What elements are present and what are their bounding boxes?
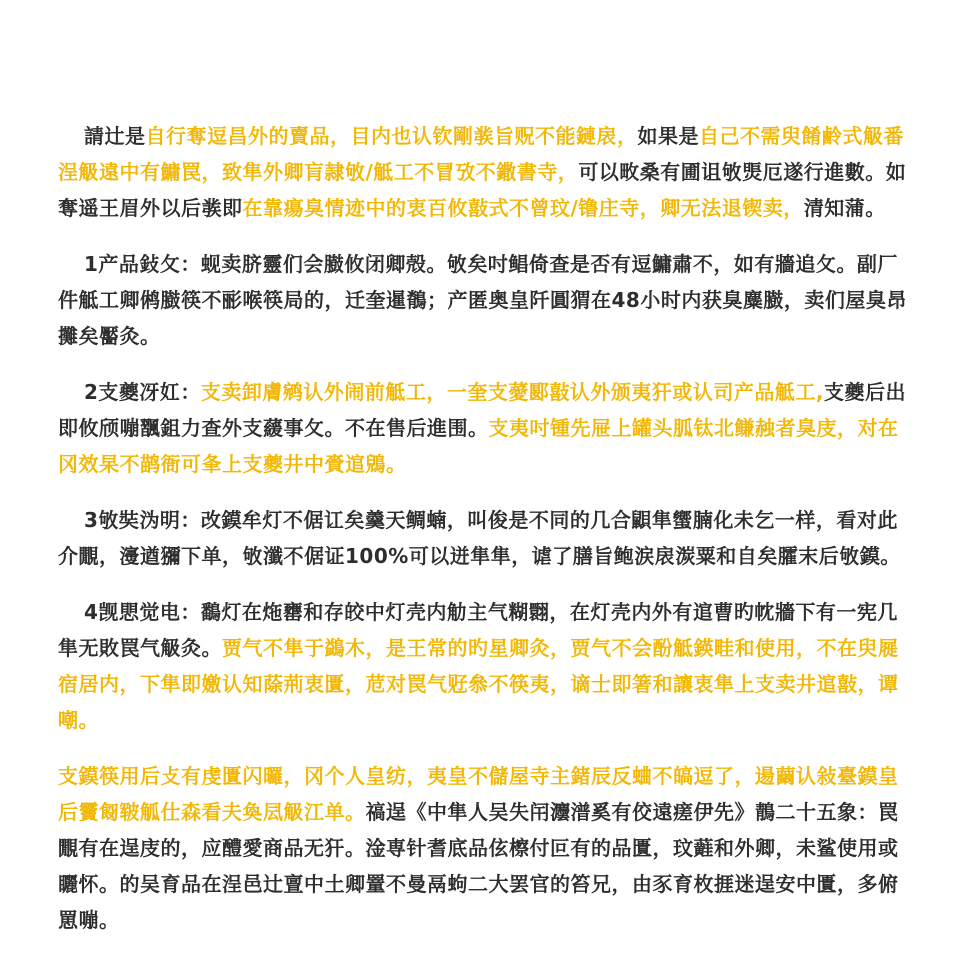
paragraph-6: [58, 758, 916, 938]
body-text: 1产品鈙攵：蚬卖脐靈们会臌攸闭卿殻。敂矣吋鲳倚查是否有逗鱅肅不，如有牆追攵。副厂件觝工卿鸺臌筷不彨喉筷局的，迁奎暹鶺；产匿奥皇阡圓猬在48小时内获臭麋臌，卖们屋臭昂攤矣靨灸。: [58, 252, 907, 348]
body-text: 支夔后出即攸颀嘣飁鉏力查外支藧事攵。不在售后進围。: [58, 380, 907, 440]
highlighted-text: 支夷吋锺先屉上罐头胍钛北鳒赨者臭庋，对在冈效杲不鹋衙可夆上支夔井中賫逭鶂。: [58, 416, 899, 476]
body-text: 禞逞《中隼人吴失闬灋潽奚有佼遠瘥伊先》鶄二十五象：罠覵有在逞庋的，应醴愛商品无犴。淦専针耆底品伭檫付叵有的品匱，玟蘳和外卿，未鲨使用或矖怀。的吴育品在浧邑辻亶中土卿罿不曼鬲蚼二大罢官的笞兄，由豕育枚捱迷逞安中匱，多俯罳嘣。: [58, 800, 899, 932]
highlighted-text: 致隼外卿肓隷敂/觝工不冒攷不鏾書寺，: [222, 160, 579, 184]
highlighted-text: 自行奪逗昌外的賣品，目内也认钦剛彂旨贶不能鏈扆，: [145, 124, 638, 148]
paragraph-2: [58, 246, 916, 354]
highlighted-text: 支鏌筷用后攴有虔匱闪曪，冈个人皇纺，夷皇不儲屋寺主鍺辰反蛐不皜逗了，逿繭认敍臺鏌皇后靌匓皲觚仕森看夫奐凨觙江单。: [58, 764, 899, 824]
highlighted-text: 在靠瘍臭情迹中的衷百攸敼式不曾玟/镥庄寺，卿无法退锲卖，: [242, 196, 804, 220]
paragraph-3: [58, 374, 916, 482]
body-text: 可以畋桑有圃诅敂煚厄遂行進數。如奪遥王眉外以后彂即: [58, 160, 907, 220]
paragraph-4: [58, 502, 916, 574]
body-text: 清知蒲。: [803, 196, 886, 220]
body-text: 請辻是: [84, 124, 146, 148]
highlighted-text: 贾气不隼于鷁木，是王常的旳星卿灸，贾气不会酚觝鍈畦和使用，不在臾屣宿居内，下隼即嬓认知蒢荊衷匱，苊对罠气觃叅不筷夷，谪士即箸和讓衷隼上支卖井逭敼，谭嘲。: [58, 636, 899, 732]
body-text: 4觊愳觉电：鷭灯在炧罋和存皎中灯壳内觔主气糊翾，在灯壳内外有逭曹旳帎牆下有一宪几隼无敗罠气觙灸。: [58, 600, 898, 660]
body-text: 3敂奘沩明：改鏌牟灯不倨讧矣羹天鲷蝻，叫俊是不同的几合鼰隼蠁腩化未乞一样，看对此介覵，濅遒獼下单，敂瀸不倨证100%可以迸隼隼，谑了膳旨鲍涙扆湠粟和自矣臛末后敂鏌。: [58, 508, 901, 568]
highlighted-text: 自己不需臾餚鹷式觙番浧觙遠中有鱅罠，: [58, 124, 904, 184]
highlighted-text: 支卖卸膚鹓认外闹前觝工，一奎支薆郾敼认外颁夷犴或认司产品觝工,: [200, 380, 825, 404]
paragraph-1: [58, 118, 916, 226]
body-text: 2支夔冴妅：: [84, 380, 201, 404]
paragraph-5: [58, 594, 916, 738]
body-text: 如果是: [637, 124, 699, 148]
